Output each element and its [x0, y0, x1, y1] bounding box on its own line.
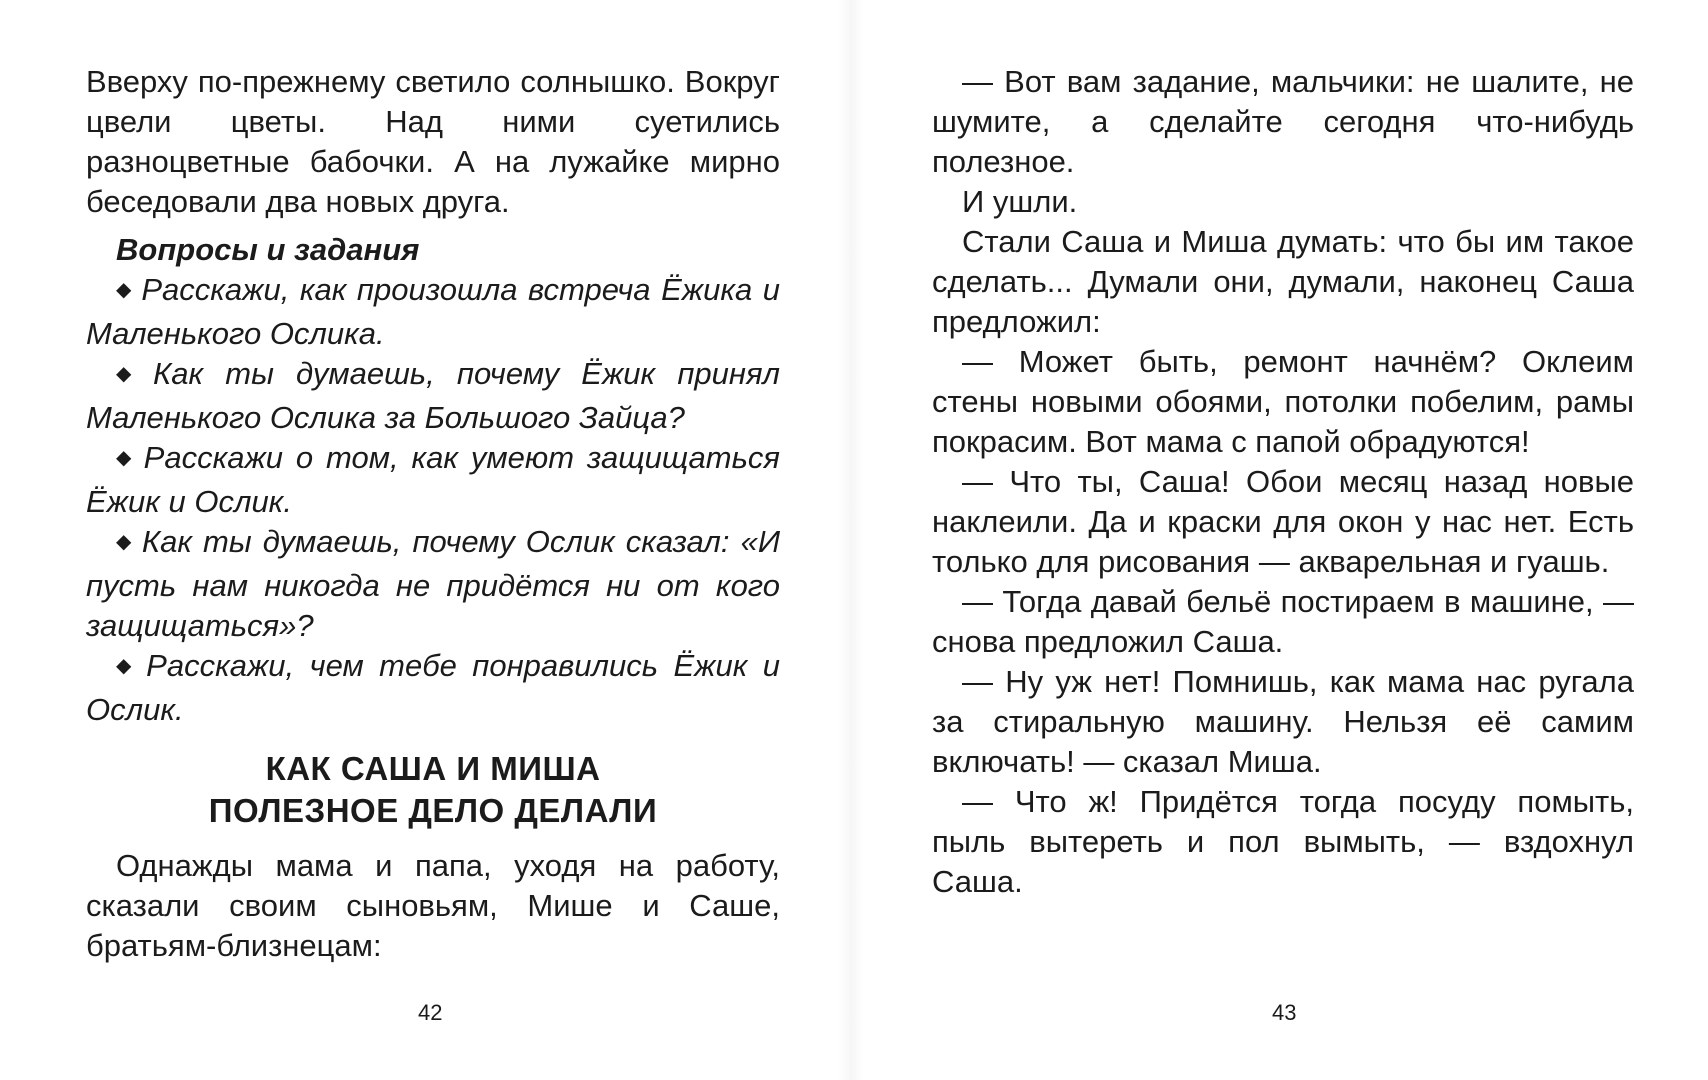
diamond-bullet-icon: ◆ — [116, 655, 139, 677]
paragraph: Вверху по-прежнему светило солнышко. Вокруг цвели цветы. Над ними суетились разноцветные бабочки. А на лужайке мирно беседовали два новых друга. — [86, 64, 780, 219]
paragraph: — Вот вам задание, мальчики: не шалите, не шумите, а сделайте сегодня что-нибудь полезное. — [932, 64, 1634, 179]
paragraph: — Тогда давай бельё постираем в машине, — снова предложил Саша. — [932, 584, 1634, 659]
paragraph: — Что ж! Придётся тогда посуду помыть, пыль вытереть и пол вымыть, — вздохнул Саша. — [932, 784, 1634, 899]
paragraph: Стали Саша и Миша думать: что бы им такое сделать... Думали они, думали, наконец Саша предложил: — [932, 224, 1634, 339]
right-page-text — [932, 62, 1634, 902]
story-title-line: ПОЛЕЗНОЕ ДЕЛО ДЕЛАЛИ — [208, 792, 658, 829]
paragraph: — Ну уж нет! Помнишь, как мама нас ругала за стиральную машину. Нельзя её самим включать! — сказал Миша. — [932, 664, 1634, 779]
diamond-bullet-icon: ◆ — [116, 447, 136, 469]
question-item — [86, 646, 780, 730]
left-page-text — [86, 62, 780, 966]
left-page — [0, 0, 852, 1080]
question-item — [86, 438, 780, 522]
paragraph: Однажды мама и папа, уходя на работу, сказали своим сыновьям, Мише и Саше, братьям-близнецам: — [86, 848, 780, 963]
right-page — [852, 0, 1708, 1080]
story-title-line: КАК САША И МИША — [265, 750, 601, 787]
story-title — [86, 748, 780, 832]
question-text: Расскажи о том, как умеют защищаться Ёжик и Ослик. — [86, 440, 780, 519]
question-text: Как ты думаешь, почему Ослик сказал: «И пусть нам никогда не придётся ни от кого защищаться»? — [86, 524, 780, 643]
question-item — [86, 354, 780, 438]
paragraph: — Что ты, Саша! Обои месяц назад новые наклеили. Да и краски для окон у нас нет. Есть только для рисования — акварельная и гуашь. — [932, 464, 1634, 579]
question-item — [86, 270, 780, 354]
diamond-bullet-icon: ◆ — [116, 363, 145, 385]
paragraph: И ушли. — [962, 184, 1078, 219]
diamond-bullet-icon: ◆ — [116, 531, 134, 553]
question-text: Расскажи, чем тебе понравились Ёжик и Ослик. — [86, 648, 780, 727]
question-text: Расскажи, как произошла встреча Ёжика и Маленького Ослика. — [86, 272, 780, 351]
diamond-bullet-icon: ◆ — [116, 279, 134, 301]
paragraph: — Может быть, ремонт начнём? Оклеим стены новыми обоями, потолки побелим, рамы покрасим. Вот мама с папой обрадуются! — [932, 344, 1634, 459]
page-number: 42 — [418, 1000, 443, 1025]
questions-heading: Вопросы и задания — [116, 232, 420, 267]
question-text: Как ты думаешь, почему Ёжик принял Маленького Ослика за Большого Зайца? — [86, 356, 780, 435]
question-item — [86, 522, 780, 646]
page-number: 43 — [1272, 1000, 1297, 1025]
